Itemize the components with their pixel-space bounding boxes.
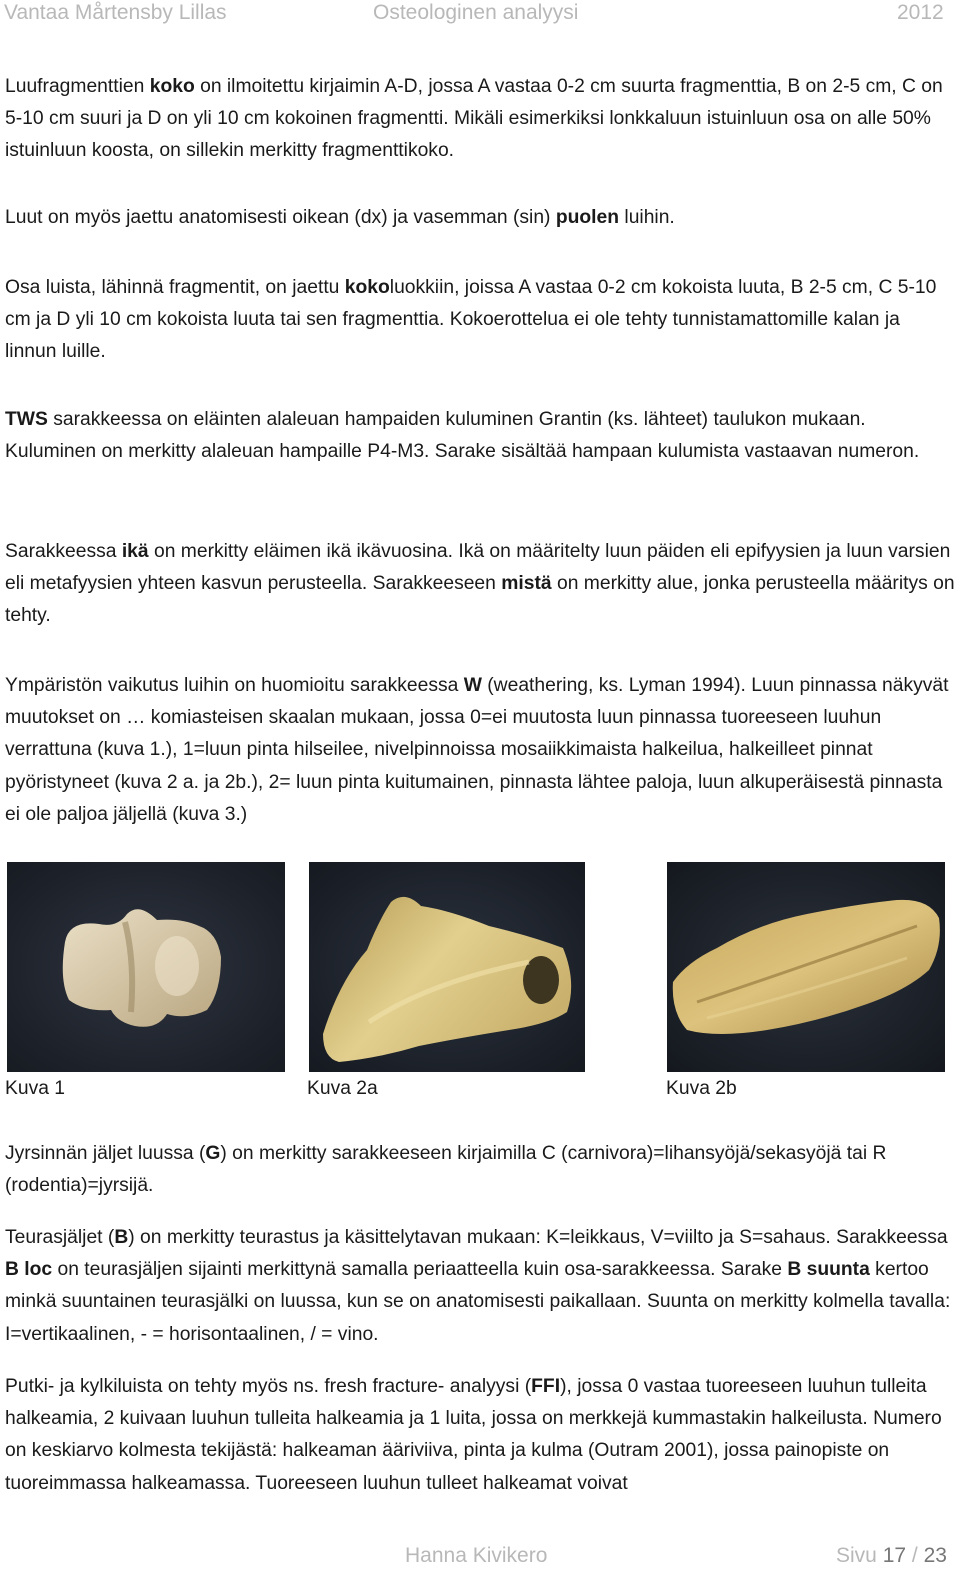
footer-page-number: Sivu 17 / 23 (836, 1544, 947, 1567)
header-left: Vantaa Mårtensby Lillas (4, 1, 227, 24)
paragraph-gnawing: Jyrsinnän jäljet luussa (G) on merkitty sarakkeeseen kirjaimilla C (carnivora)=lihansyöjä/sekasyöjä tai R (rodentia)=jyrsijä. (5, 1143, 887, 1197)
caption-kuva-2b: Kuva 2b (666, 1078, 737, 1099)
paragraph-size-classes: Osa luista, lähinnä fragmentit, on jaettu kokoluokkiin, joissa A vastaa 0-2 cm kokoista luuta, B 2-5 cm, C 5-10 cm ja D yli 10 cm kokoista luuta tai sen fragmenttia. Kokoerottelua ei ole tehty tunnistamattomille kalan ja linnun luille. (5, 277, 937, 363)
paragraph-fragment-size: Luufragmenttien koko on ilmoitettu kirjaimin A-D, jossa A vastaa 0-2 cm suurta fragmenttia, B on 2-5 cm, C on 5-10 cm suuri ja D on yli 10 cm kokoinen fragmentti. Mikäli esimerkiksi lonkkaluun istuinluun osa on alle 50% istuinluun koosta, on sillekin merkitty fragmenttikoko. (5, 76, 943, 162)
photo-kuva-2a (309, 862, 585, 1072)
header-right: 2012 (897, 1, 944, 24)
paragraph-tws: TWS sarakkeessa on eläinten alaleuan hampaiden kuluminen Grantin (ks. lähteet) taulukon mukaan. Kuluminen on merkitty alaleuan hampaille P4-M3. Sarake sisältää hampaan kulumista vastaavan numeron. (5, 409, 920, 463)
photo-kuva-1 (7, 862, 285, 1072)
caption-kuva-2a: Kuva 2a (307, 1078, 378, 1099)
paragraph-fresh-fracture: Putki- ja kylkiluista on tehty myös ns. fresh fracture- analyysi (FFI), jossa 0 vastaa tuoreeseen luuhun tulleita halkeamia, 2 kuivaan luuhun tulleita halkeamia ja 1 luita, jossa on merkkejä kummastakin halkeilusta. Numero on keskiarvo kolmesta tekijästä: halkeaman ääriviiva, pinta ja kulma (Outram 2001), jossa painopiste on tuoreimmassa halkeamassa. Tuoreeseen luuhun tulleet halkeamat voivat (5, 1376, 942, 1494)
photo-kuva-2b (667, 862, 945, 1072)
paragraph-butchery: Teurasjäljet (B) on merkitty teurastus ja käsittelytavan mukaan: K=leikkaus, V=viilto ja S=sahaus. Sarakkeessa B loc on teurasjäljen sijainti merkittynä samalla periaatteella kuin osa-sarakkeessa. Sarake B suunta kertoo minkä suuntainen teurasjälki on luussa, kun se on anatomisesti paikallaan. Suunta on merkitty kolmella tavalla: I=vertikaalinen, - = horisontaalinen, / = vino. (5, 1227, 951, 1345)
caption-kuva-1: Kuva 1 (5, 1078, 66, 1099)
bone-photo-2b (667, 862, 945, 1072)
bone-photo-1 (7, 862, 285, 1072)
paragraph-age: Sarakkeessa ikä on merkitty eläimen ikä ikävuosina. Ikä on määritelty luun päiden eli epifyysien ja luun varsien eli metafyysien yhteen kasvun perusteella. Sarakkeeseen mistä on merkitty alue, jonka perusteella määritys on tehty. (5, 541, 955, 627)
header-center: Osteologinen analyysi (373, 1, 579, 24)
paragraph-weathering: Ympäristön vaikutus luihin on huomioitu sarakkeessa W (weathering, ks. Lyman 1994). Luun pinnassa näkyvät muutokset on … komiasteisen skaalan mukaan, jossa 0=ei muutosta luun pinnassa tuoreeseen luuhun verrattuna (kuva 1.), 1=luun pinta hilseilee, nivelpinnoissa mosaiikkimaista halkeilua, halkeilleet pinnat pyöristyneet (kuva 2 a. ja 2b.), 2= luun pinta kuitumainen, pinnasta lähtee paloja, luun alkuperäisestä pinnasta ei ole paljoa jäljellä (kuva 3.) (5, 675, 949, 825)
bone-photo-2a (309, 862, 585, 1072)
paragraph-side: Luut on myös jaettu anatomisesti oikean (dx) ja vasemman (sin) puolen luihin. (5, 207, 675, 228)
footer-author: Hanna Kivikero (405, 1544, 548, 1567)
